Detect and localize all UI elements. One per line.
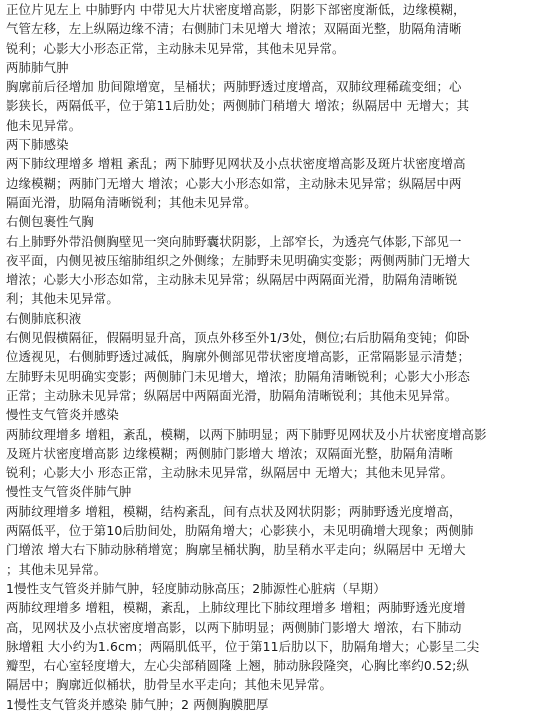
text-line: 高，见网状及小点状密度增高影，以两下肺明显；两侧肺门影增大 增浓，右下肺动	[6, 619, 462, 635]
text-line: 位透视见，右侧肺野透过减低，胸廓外侧部见带状密度增高影，正常隔影显示清楚；	[6, 349, 471, 365]
text-line: 正位片见左上 中肺野内 中带见大片状密度增高影，阴影下部密度渐低，边缘模糊，	[6, 2, 466, 17]
text-line: 两肺纹理增多 增粗，模糊，紊乱，上肺纹理比下肺纹理增多 增粗；两肺野透光度增	[6, 600, 466, 616]
text-line: 他未见异常。	[6, 117, 82, 133]
section-heading: 两下肺感染	[6, 137, 69, 153]
text-line: 锐利；心影大小形态正常，主动脉未见异常，其他未见异常。	[6, 40, 345, 56]
text-line: 两隔低平，位于第10后肋间处，肋隔角增大；心影狭小，未见明确增大现象；两侧肺	[6, 523, 474, 539]
text-line: 锐利；心影大小 形态正常，主动脉未见异常，纵隔居中 无增大；其他未见异常。	[6, 465, 454, 481]
text-line: 瓣型，右心室轻度增大，左心尖部稍圆隆 上翘，肺动脉段隆突，心胸比率约0.52;纵	[6, 658, 469, 674]
text-line: 增浓；心影大小形态如常，主动脉未见异常；纵隔居中两隔面光滑，肋隔角清晰锐	[6, 272, 458, 288]
text-line: 气管左移，左上纵隔边缘不清；右侧肺门未见增大 增浓；双隔面光整，肋隔角清晰	[6, 21, 462, 37]
text-line: 及斑片状密度增高影 边缘模糊；两侧肺门影增大 增浓；双隔面光整，肋隔角清晰	[6, 445, 454, 461]
text-line: 影狭长，两隔低平，位于第11后肋处；两侧肺门稍增大 增浓；纵隔居中 无增大；其	[6, 98, 470, 114]
text-line: 正常；主动脉未见异常；纵隔居中两隔面光滑，肋隔角清晰锐利；其他未见异常。	[6, 387, 458, 403]
section-heading: 1慢性支气管炎并肺气肿，轻度肺动脉高压；2肺源性心脏病（早期）	[6, 580, 386, 596]
section-heading: 右侧肺底积液	[6, 310, 82, 326]
text-line: 利；其他未见异常。	[6, 291, 119, 307]
section-heading: 慢性支气管炎并感染	[6, 407, 119, 423]
text-line: 隔面光滑，肋隔角清晰锐利；其他未见异常。	[6, 194, 257, 210]
text-line: 右侧见假横隔征，假隔明显升高，顶点外移至外1/3处，侧位;右后肋隔角变钝；仰卧	[6, 330, 470, 346]
text-line: 隔居中；胸廓近似桶状，肋骨呈水平走向；其他未见异常。	[6, 677, 333, 693]
section-heading: 1慢性支气管炎并感染 肺气肿；2 两侧胸膜肥厚	[6, 696, 269, 712]
section-heading: 右侧包裹性气胸	[6, 214, 94, 230]
text-line: 门增浓 增大右下肺动脉稍增宽；胸廓呈桶状胸，肋呈稍水平走向；纵隔居中 无增大	[6, 542, 466, 558]
section-heading: 慢性支气管炎伴肺气肿	[6, 484, 132, 500]
section-heading: 两肺肺气肿	[6, 59, 69, 75]
text-line: 夜平面，内侧见被压缩肺组织之外侧缘；左肺野未见明确实变影；两侧两肺门无增大	[6, 252, 471, 268]
text-line: 右上肺野外带沿侧胸壁见一突向肺野囊状阴影，上部窄长，为透亮气体影,下部见一	[6, 233, 462, 249]
text-line: 脉增粗 大小约为1.6cm；两隔肌低平，位于第11后肋以下，肋隔角增大；心影呈二尖	[6, 638, 480, 654]
text-line: ；其他未见异常。	[6, 561, 107, 577]
text-line: 两下肺纹理增多 增粗 紊乱；两下肺野见网状及小点状密度增高影及斑片状密度增高	[6, 156, 466, 172]
text-line: 两肺纹理增多 增粗，模糊，结构紊乱，间有点状及网状阴影；两肺野透光度增高，	[6, 503, 462, 519]
text-line: 左肺野未见明确实变影；两侧肺门未见增大，增浓；肋隔角清晰锐利；心影大小形态	[6, 368, 471, 384]
text-line: 边缘模糊；两肺门无增大 增浓；心影大小形态如常，主动脉未见异常；纵隔居中两	[6, 175, 462, 191]
text-line: 两肺纹理增多 增粗，紊乱，模糊，以两下肺明显；两下肺野见网状及小片状密度增高影	[6, 426, 487, 442]
text-line: 胸廓前后径增加 肋间隙增宽，呈桶状；两肺野透过度增高，双肺纹理稀疏变细；心	[6, 79, 462, 95]
